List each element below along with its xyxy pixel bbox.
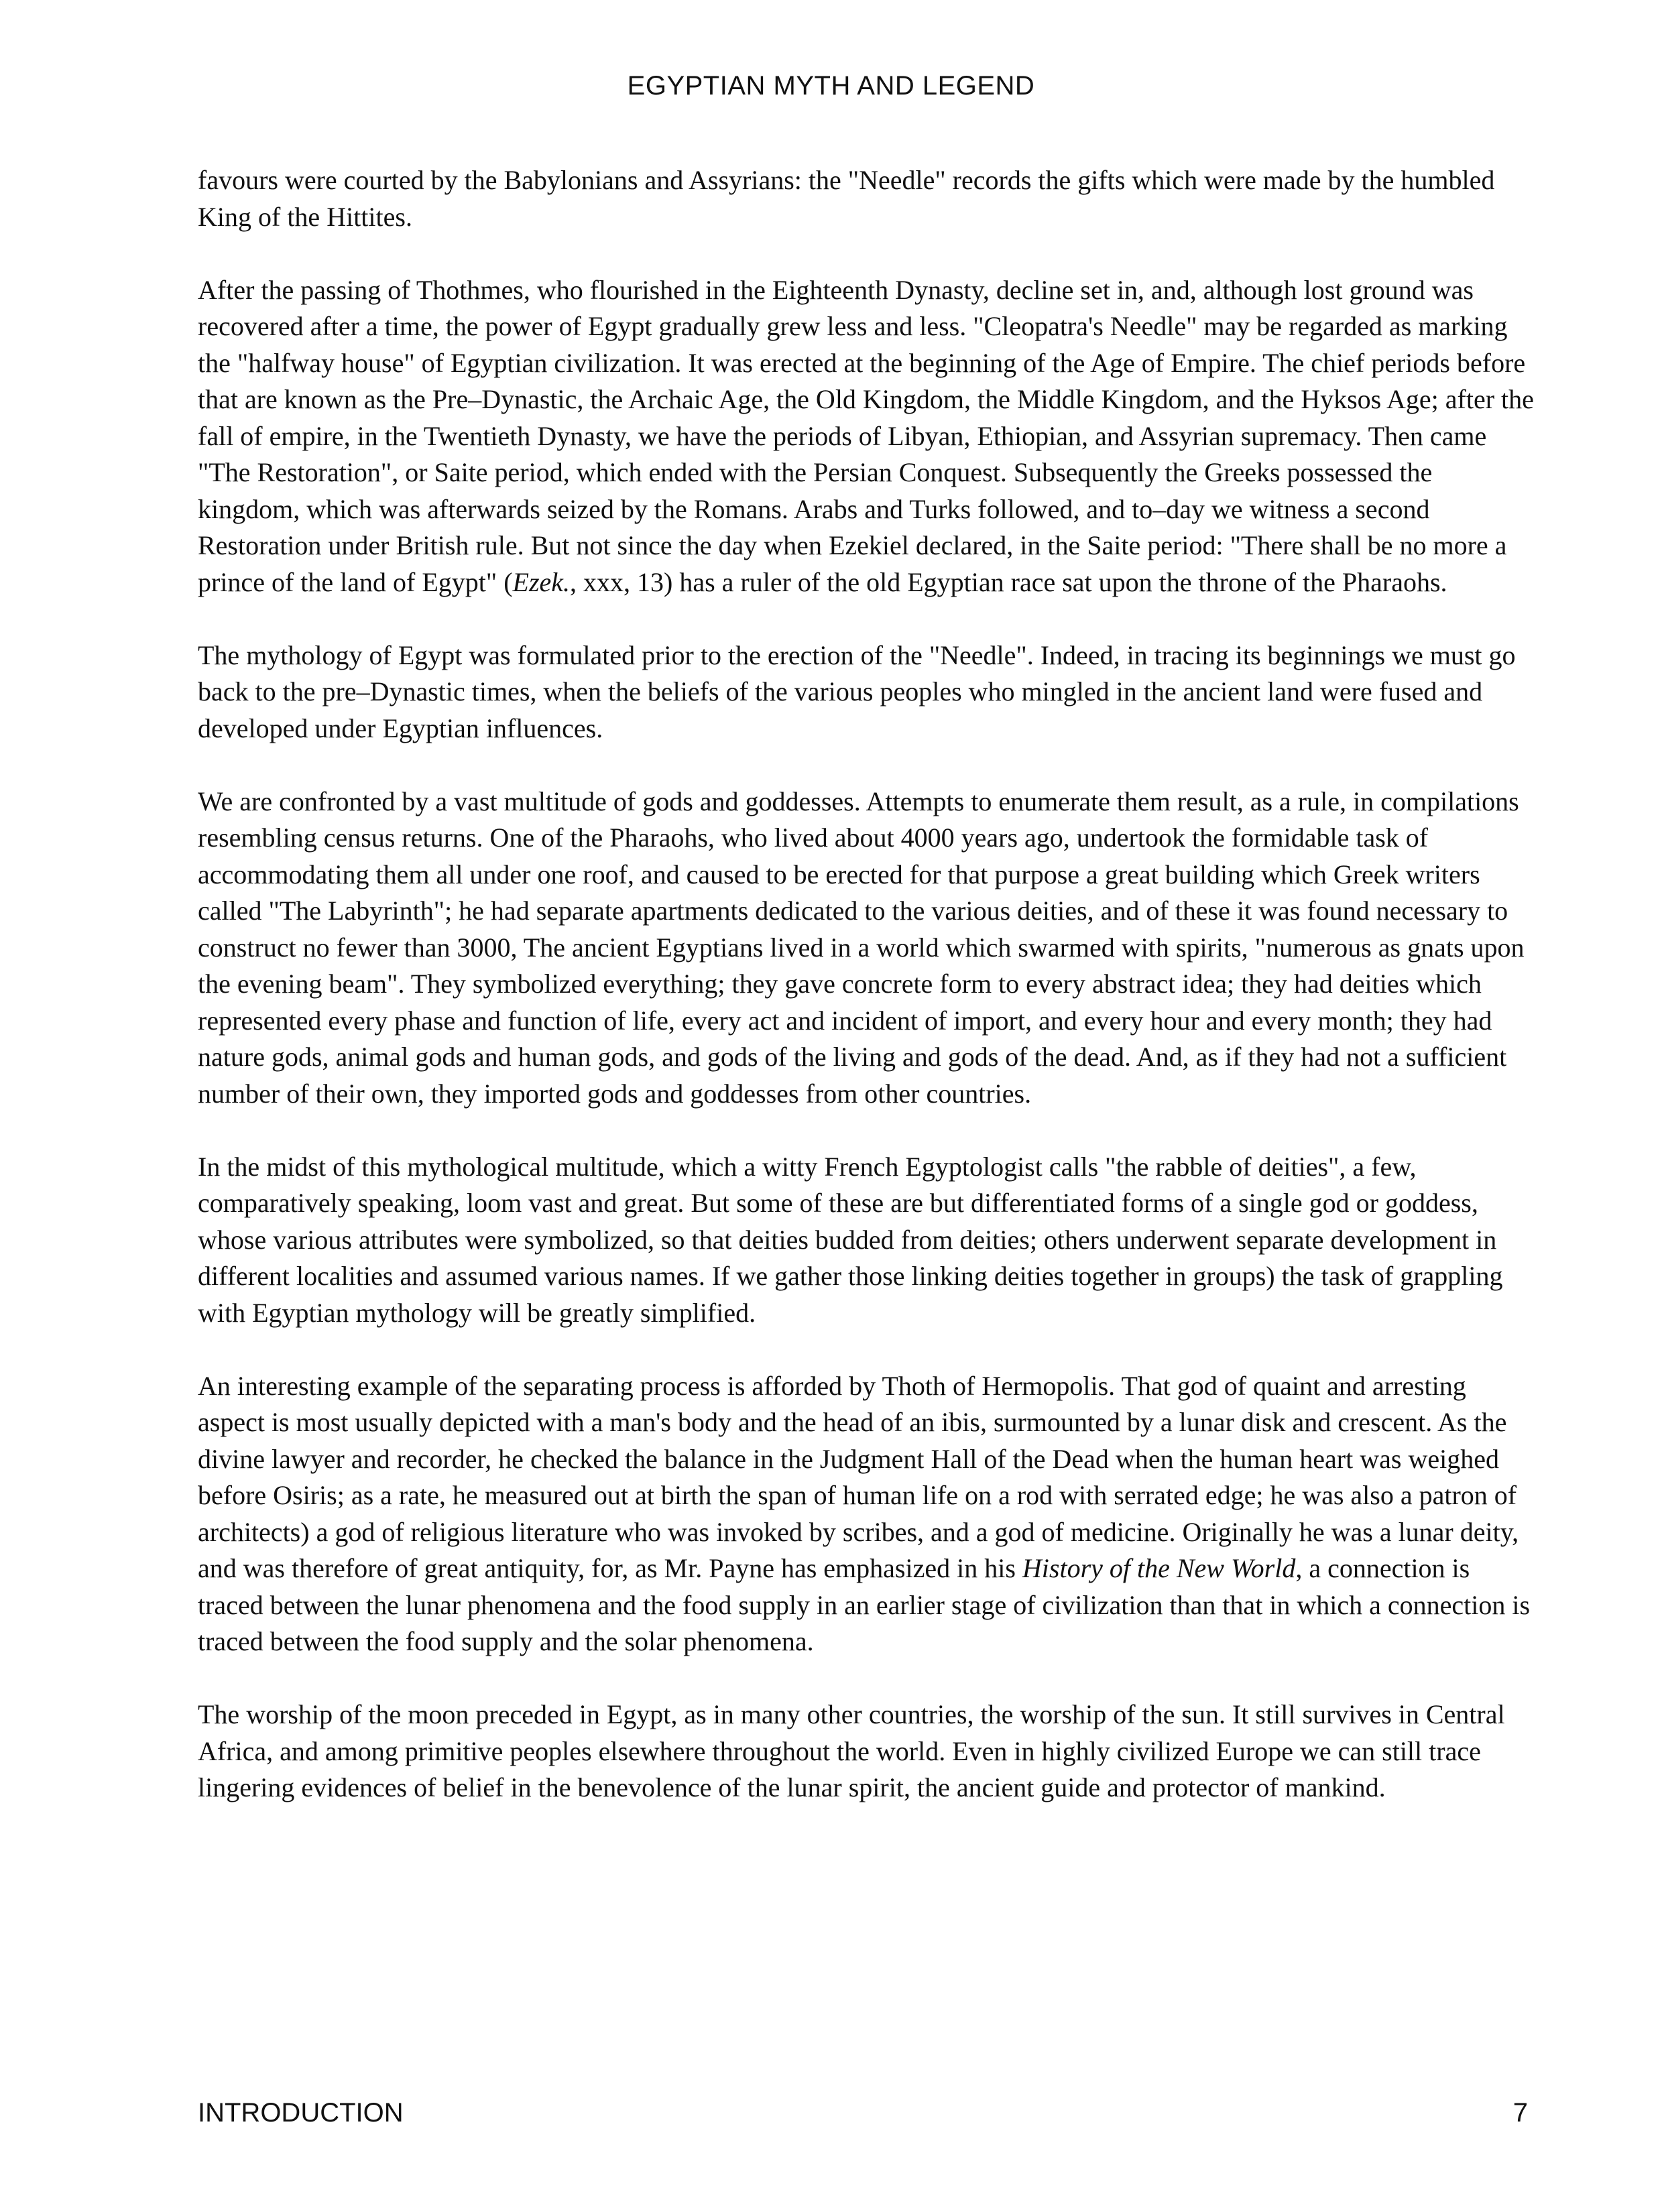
paragraph-6-text-b: , a connection is traced between the lunar phenomena and the food supply in an earlier stage of civilization than that in which a connection is traced between the food supply and the solar phenomena. bbox=[198, 1553, 1531, 1656]
paragraph-2-text-b: , xxx, 13) has a ruler of the old Egyptian race sat upon the throne of the Pharaohs. bbox=[570, 566, 1447, 597]
body-text bbox=[198, 162, 1535, 1806]
paragraph-2 bbox=[198, 272, 1535, 601]
paragraph-6-text-a: An interesting example of the separating process is afforded by Thoth of Hermopolis. That god of quaint and arresting aspect is most usually depicted with a man's body and the head of an ibis, surmounted by a lunar disk and crescent. As the divine lawyer and recorder, he checked the balance in the Judgment Hall of the Dead when the human heart was weighed before Osiris; as a rate, he measured out at birth the span of human life on a rod with serrated edge; he was also a patron of architects) a god of religious literature who was invoked by scribes, and a god of medicine. Originally he was a lunar deity, and was therefore of great antiquity, for, as Mr. Payne has emphasized in his bbox=[198, 1370, 1519, 1583]
paragraph-7: The worship of the moon preceded in Egypt, as in many other countries, the worship of the sun. It still survives in Central Africa, and among primitive peoples elsewhere throughout the world. Even in highly civilized Europe we can still trace lingering evidences of belief in the benevolence of the lunar spirit, the ancient guide and protector of mankind. bbox=[198, 1699, 1505, 1802]
book-title-history-of-the-new-world: History of the New World bbox=[1022, 1553, 1296, 1583]
paragraph-4: We are confronted by a vast multitude of gods and goddesses. Attempts to enumerate them result, as a rule, in compilations resembling census returns. One of the Pharaohs, who lived about 4000 years ago, undertook the formidable task of accommodating them all under one roof, and caused to be erected for that purpose a great building which Greek writers called "The Labyrinth"; he had separate apartments dedicated to the various deities, and of these it was found necessary to construct no fewer than 3000, The ancient Egyptians lived in a world which swarmed with spirits, "numerous as gnats upon the evening beam". They symbolized everything; they gave concrete form to every abstract idea; they had deities which represented every phase and function of life, every act and incident of import, and every hour and every month; they had nature gods, animal gods and human gods, and gods of the living and gods of the dead. And, as if they had not a sufficient number of their own, they imported gods and goddesses from other countries. bbox=[198, 786, 1525, 1109]
paragraph-5: In the midst of this mythological multitude, which a witty French Egyptologist calls "the rabble of deities", a few, comparatively speaking, loom vast and great. But some of these are but differentiated forms of a single god or goddess, whose various attributes were symbolized, so that deities budded from deities; others underwent separate development in different localities and assumed various names. If we gather those linking deities together in groups) the task of grappling with Egyptian mythology will be greatly simplified. bbox=[198, 1151, 1503, 1328]
footer-section-title: INTRODUCTION bbox=[198, 2098, 404, 2128]
paragraph-6 bbox=[198, 1368, 1535, 1660]
running-header: EGYPTIAN MYTH AND LEGEND bbox=[627, 71, 1035, 101]
paragraph-2-text-a: After the passing of Thothmes, who flourished in the Eighteenth Dynasty, decline set in, and, although lost ground was recovered after a time, the power of Egypt gradually grew less and less. "Cleopatra's Needle" may be regarded as marking the "halfway house" of Egyptian civilization. It was erected at the beginning of the Age of Empire. The chief periods before that are known as the Pre–Dynastic, the Archaic Age, the Old Kingdom, the Middle Kingdom, and the Hyksos Age; after the fall of empire, in the Twentieth Dynasty, we have the periods of Libyan, Ethiopian, and Assyrian supremacy. Then came "The Restoration", or Saite period, which ended with the Persian Conquest. Subsequently the Greeks possessed the kingdom, which was afterwards seized by the Romans. Arabs and Turks followed, and to–day we witness a second Restoration under British rule. But not since the day when Ezekiel declared, in the Saite period: "There shall be no more a prince of the land of Egypt" ( bbox=[198, 274, 1534, 597]
paragraph-1: favours were courted by the Babylonians and Assyrians: the "Needle" records the gifts which were made by the humbled King of the Hittites. bbox=[198, 165, 1495, 232]
citation-ezekiel: Ezek. bbox=[512, 566, 571, 597]
page-number: 7 bbox=[1512, 2098, 1528, 2128]
paragraph-3: The mythology of Egypt was formulated prior to the erection of the "Needle". Indeed, in tracing its beginnings we must go back to the pre–Dynastic times, when the beliefs of the various peoples who mingled in the ancient land were fused and developed under Egyptian influences. bbox=[198, 639, 1516, 743]
